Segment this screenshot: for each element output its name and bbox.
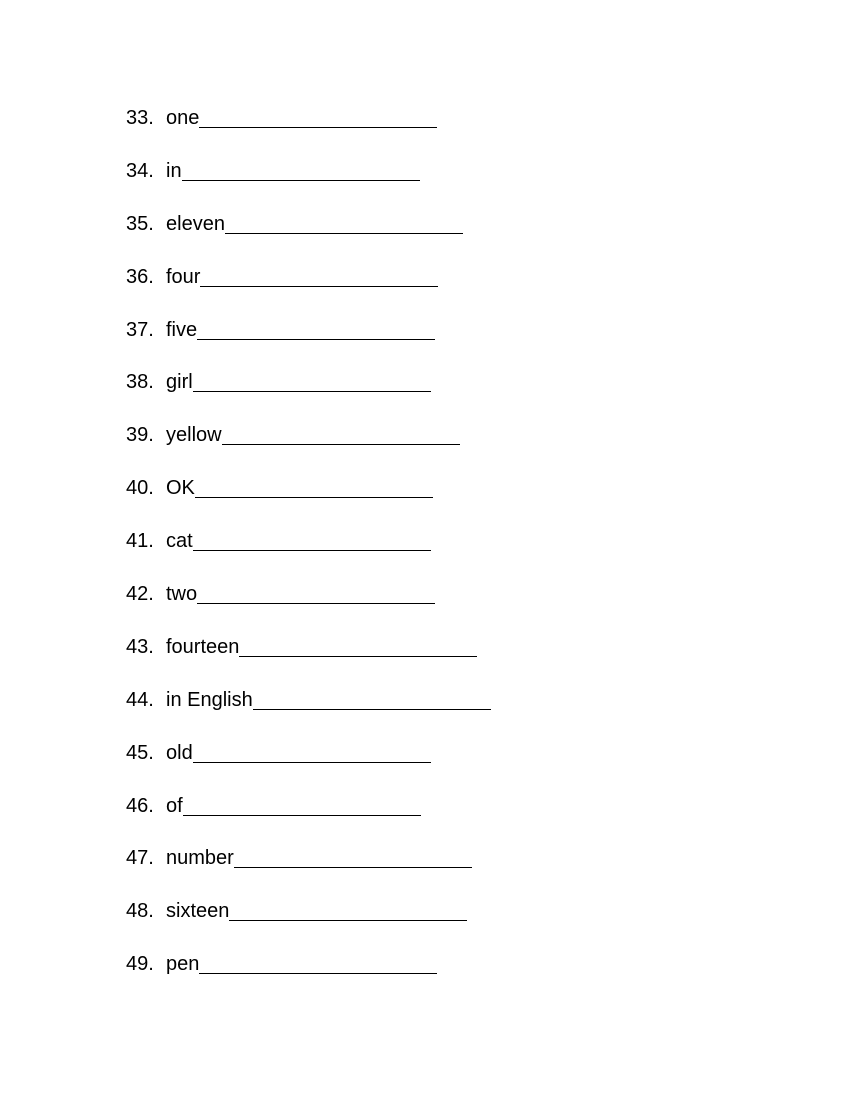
- item-number: 49.: [126, 953, 154, 976]
- answer-blank[interactable]: [193, 366, 431, 392]
- item-number: 33.: [126, 107, 154, 129]
- answer-blank[interactable]: [239, 631, 477, 657]
- list-item: [126, 208, 491, 261]
- item-number: 43.: [126, 635, 154, 658]
- item-word: two: [166, 583, 198, 606]
- answer-blank[interactable]: [229, 895, 467, 921]
- item-word: girl: [166, 371, 193, 394]
- answer-blank[interactable]: [197, 314, 435, 340]
- item-number: 48.: [126, 900, 154, 923]
- list-item: [126, 684, 491, 737]
- item-word: fourteen: [166, 635, 240, 658]
- item-word: cat: [166, 530, 193, 553]
- item-word: pen: [166, 953, 200, 976]
- list-item: [126, 155, 491, 208]
- list-item: [126, 419, 491, 472]
- item-word: yellow: [166, 424, 222, 447]
- item-word: five: [166, 318, 198, 341]
- item-number: 44.: [126, 688, 154, 711]
- answer-blank[interactable]: [197, 578, 435, 604]
- list-item: [126, 948, 491, 1001]
- item-word: in: [166, 159, 182, 182]
- answer-blank[interactable]: [193, 525, 431, 551]
- list-item: [126, 631, 491, 684]
- list-item: [126, 737, 491, 790]
- answer-blank[interactable]: [234, 842, 472, 868]
- item-word: in English: [166, 688, 253, 711]
- item-word: eleven: [166, 212, 225, 235]
- item-number: 34.: [126, 159, 154, 182]
- list-item: [126, 525, 491, 578]
- item-number: 46.: [126, 794, 154, 817]
- answer-blank[interactable]: [199, 102, 437, 128]
- list-item: [126, 895, 491, 948]
- answer-blank[interactable]: [183, 790, 421, 816]
- item-word: OK: [166, 477, 195, 500]
- list-item: [126, 472, 491, 525]
- list-item: [126, 102, 491, 155]
- list-item: [126, 366, 491, 419]
- list-item: [126, 314, 491, 367]
- answer-blank[interactable]: [195, 472, 433, 498]
- item-number: 35.: [126, 212, 154, 235]
- item-word: one: [166, 107, 200, 129]
- answer-blank[interactable]: [225, 208, 463, 234]
- item-number: 41.: [126, 530, 154, 553]
- list-item: [126, 261, 491, 314]
- vocabulary-list: [126, 102, 491, 1001]
- item-word: of: [166, 794, 183, 817]
- answer-blank[interactable]: [222, 419, 460, 445]
- item-word: four: [166, 265, 201, 288]
- item-word: old: [166, 741, 193, 764]
- item-number: 36.: [126, 265, 154, 288]
- item-word: sixteen: [166, 900, 230, 923]
- answer-blank[interactable]: [182, 155, 420, 181]
- item-number: 40.: [126, 477, 154, 500]
- item-number: 42.: [126, 583, 154, 606]
- answer-blank[interactable]: [199, 948, 437, 974]
- list-item: [126, 578, 491, 631]
- item-number: 39.: [126, 424, 154, 447]
- answer-blank[interactable]: [200, 261, 438, 287]
- list-item: [126, 842, 491, 895]
- answer-blank[interactable]: [193, 737, 431, 763]
- answer-blank[interactable]: [253, 684, 491, 710]
- item-number: 37.: [126, 318, 154, 341]
- list-item: [126, 790, 491, 843]
- item-word: number: [166, 847, 234, 870]
- item-number: 38.: [126, 371, 154, 394]
- item-number: 45.: [126, 741, 154, 764]
- item-number: 47.: [126, 847, 154, 870]
